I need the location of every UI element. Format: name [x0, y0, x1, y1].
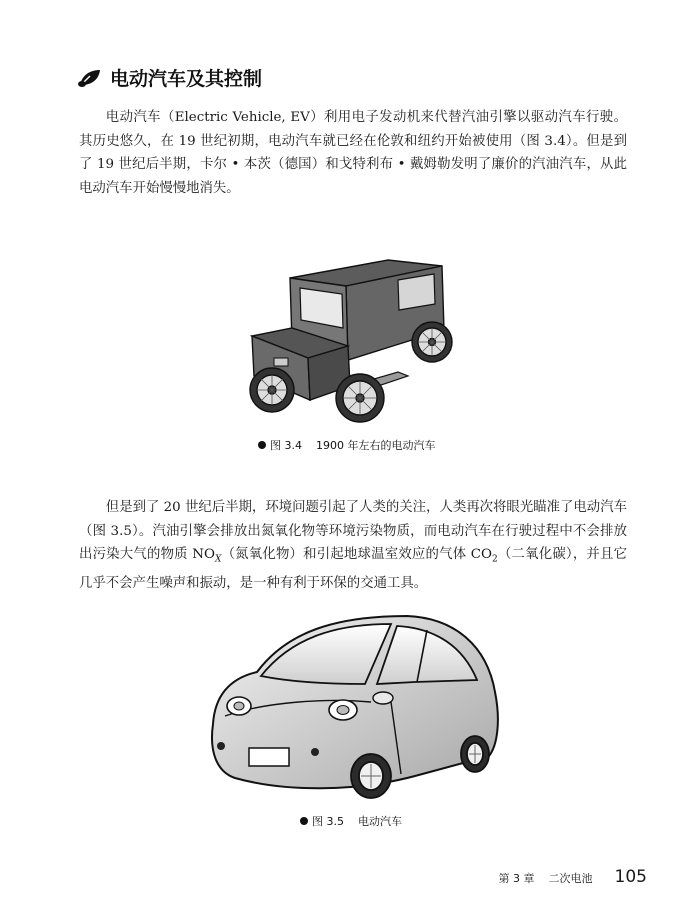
modern-electric-car-figure	[195, 606, 507, 803]
figure-number: 图 3.5	[312, 815, 344, 828]
bullet-icon	[258, 441, 266, 449]
figure-caption-text: 1900 年左右的电动汽车	[316, 439, 436, 452]
leaf-icon	[76, 67, 102, 89]
vintage-electric-car-figure	[238, 250, 468, 428]
figure-number: 图 3.4	[270, 439, 302, 452]
page-footer	[499, 867, 647, 887]
paragraph-intro: 电动汽车（Electric Vehicle, EV）利用电子发动机来代替汽油引擎以驱动汽车行驶。其历史悠久，在 19 世纪初期，电动汽车就已经在伦敦和纽约开始被使用（图 3.4）。但是到了 19 世纪后半期，卡尔 • 本茨（德国）和戈特利布 • 戴姆勒发明了廉价的汽油汽车，从此电动汽车开始慢慢地消失。	[79, 110, 627, 196]
section-heading	[76, 64, 262, 91]
figure-caption	[258, 437, 436, 453]
chapter-label: 第 3 章	[498, 872, 535, 885]
page-number: 105	[614, 867, 647, 887]
figure-caption	[300, 813, 402, 829]
paragraph-modern: 但是到了 20 世纪后半期，环境问题引起了人类的关注，人类再次将眼光瞄准了电动汽车（图 3.5）。汽油引擎会排放出氮氧化物等环境污染物质，而电动汽车在行驶过程中不会排放出污染大气的物质 $NO_X$（氮氧化物）和引起地球温室效应的气体 $CO_2$（二氧化碳），并且它几乎不会产生噪声和振动，是一种有利于环保的交通工具。	[79, 500, 627, 592]
chapter-title: 二次电池	[548, 872, 593, 885]
figure-caption-text: 电动汽车	[358, 815, 402, 828]
bullet-icon	[300, 817, 308, 825]
section-title: 电动汽车及其控制	[110, 68, 263, 90]
